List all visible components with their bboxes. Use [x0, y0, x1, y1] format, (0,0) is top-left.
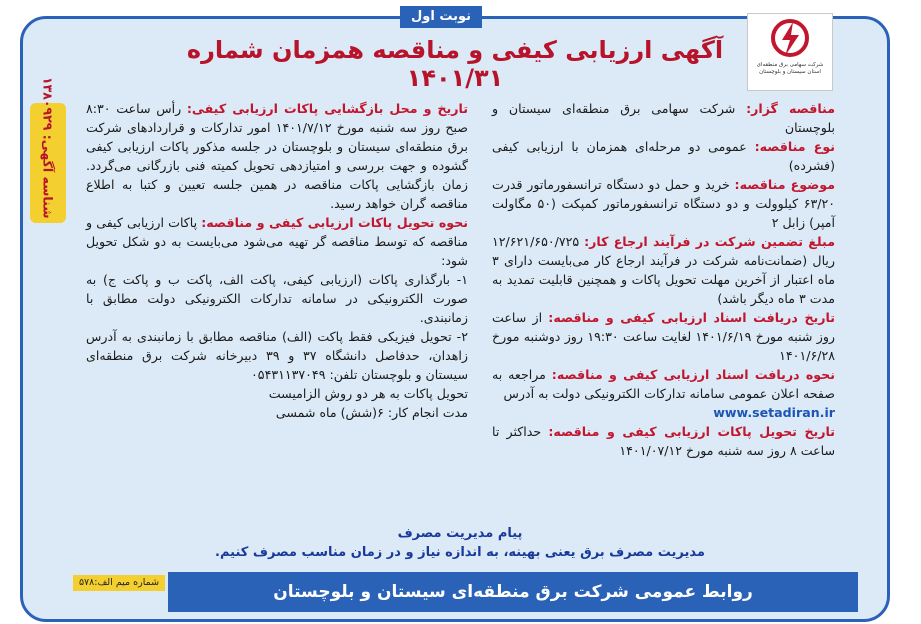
label: نحوه دریافت اسناد ارزیابی کیفی و مناقصه: [551, 367, 835, 382]
document-receipt-method [492, 365, 835, 403]
publisher-bar: روابط عمومی شرکت برق منطقه‌ای سیستان و بلوچستان [168, 572, 858, 612]
setad-link[interactable]: www.setadiran.ir [713, 405, 835, 420]
label: مناقصه گزار: [746, 101, 835, 116]
round-badge: نوبت اول [400, 6, 482, 28]
opening-date-place [86, 99, 468, 213]
company-logo [747, 13, 833, 91]
envelope-delivery-date [492, 422, 835, 460]
value: حداکثر تا ساعت ۸ روز سه شنبه مورخ ۱۴۰۱/۰۷/۱۲ [492, 424, 835, 458]
work-duration: مدت انجام کار: ۶(شش) ماه شمسی [275, 405, 468, 420]
label: مبلغ تضمین شرکت در فرآیند ارجاع کار: [584, 234, 835, 249]
label: نحوه تحویل پاکات ارزیابی کیفی و مناقصه: [201, 215, 468, 230]
value: عمومی دو مرحله‌ای همزمان با ارزیابی کیفی (فشرده) [492, 139, 835, 173]
delivery-step-2: ۲- تحویل فیزیکی فقط پاکت (الف) مناقصه مطابق با زمانبندی به آدرس زاهدان، حدفاصل دانشگاه ۳۷ و ۳۹ دبیرخانه شرکت برق منطقه‌ای سیستان و بلوچستان تلفن: ۰۵۴۳۱۱۳۷۰۴۹ [86, 329, 468, 382]
label: تاریخ دریافت اسناد ارزیابی کیفی و مناقصه: [548, 310, 835, 325]
print-number: شماره میم الف:۵۷۸ [73, 575, 165, 591]
tender-organizer [492, 99, 835, 137]
value: خرید و حمل دو دستگاه ترانسفورماتور قدرت ۶۳/۲۰ کیلوولت و دو دستگاه ترانسفورماتور کمپکت (۵۰ مگاولت آمپر) زابل ۲ [492, 177, 836, 230]
ad-id-text: شناسه آگهی: ۱۳۸۰۹۲۹ [40, 76, 56, 219]
ad-title: آگهی ارزیابی کیفی و مناقصه همزمان شماره ۱۴۰۱/۳۱ [186, 36, 724, 92]
logo-caption: شرکت سهامی برق منطقه‌ای استان سیستان و بلوچستان [756, 62, 824, 75]
tender-type [492, 137, 835, 175]
delivery-method [86, 213, 468, 270]
value: شرکت سهامی برق منطقه‌ای سیستان و بلوچستان [492, 101, 835, 135]
message-text: مدیریت مصرف برق یعنی بهینه، به اندازه نیاز و در زمان مناسب مصرف کنیم. [215, 545, 705, 560]
value: رأس ساعت ۸:۳۰ صبح روز سه شنبه مورخ ۱۴۰۱/۷/۱۲ امور تدارکات و قراردادهای شرکت برق منطقه‌ای سیستان و بلوچستان در جلسه مذکور پاکات ارزیابی کیفی گشوده و جهت بررسی و امتیازدهی تحویل کمیته فنی بازرگانی می‌گردد. زمان بازگشایی پاکات مناقصه در همین جلسه تعیین و کتبا به اطلاع مناقصه گران خواهد رسید. [86, 101, 468, 211]
label: نوع مناقصه: [754, 139, 836, 154]
message-title: پیام مدیریت مصرف [397, 526, 523, 541]
value: مراجعه به صفحه اعلان عمومی سامانه تدارکات الکترونیکی دولت به آدرس [492, 367, 835, 401]
value: پاکات ارزیابی کیفی و مناقصه که توسط مناقصه گر تهیه می‌شود می‌بایست به دو شکل تحویل شود: [86, 215, 468, 268]
tender-subject [492, 175, 835, 232]
document-receipt-date [492, 308, 835, 365]
label: تاریخ و محل بازگشایی پاکات ارزیابی کیفی: [186, 101, 468, 116]
ad-id-badge [30, 76, 66, 223]
delivery-step-1: ۱- بارگذاری پاکات (ارزیابی کیفی، پاکت الف، پاکت ب و پاکت ج) به صورت الکترونیکی در سامانه تدارکات الکترونیکی دولت مطابق با زمانبندی. [86, 272, 468, 325]
guarantee-amount [492, 232, 835, 308]
left-column [86, 99, 468, 422]
value: ۱۲/۶۲۱/۶۵۰/۷۲۵ ریال (ضمانت‌نامه شرکت در فرآیند ارجاع کار می‌بایست دارای ۳ ماه اعتبار از آخرین مهلت تحویل پاکات و همچنین قابلیت تمدید به مدت ۳ ماه دیگر باشد) [492, 234, 835, 306]
lightning-icon [770, 18, 810, 60]
right-column [492, 99, 835, 460]
label: موضوع مناقصه: [734, 177, 835, 192]
value: از ساعت روز شنبه مورخ ۱۴۰۱/۶/۱۹ لغایت ساعت ۱۹:۳۰ روز دوشنبه مورخ ۱۴۰۱/۶/۲۸ [492, 310, 835, 363]
label: تاریخ تحویل پاکات ارزیابی کیفی و مناقصه: [548, 424, 835, 439]
delivery-requirement: تحویل پاکات به هر دو روش الزامیست [268, 386, 468, 401]
